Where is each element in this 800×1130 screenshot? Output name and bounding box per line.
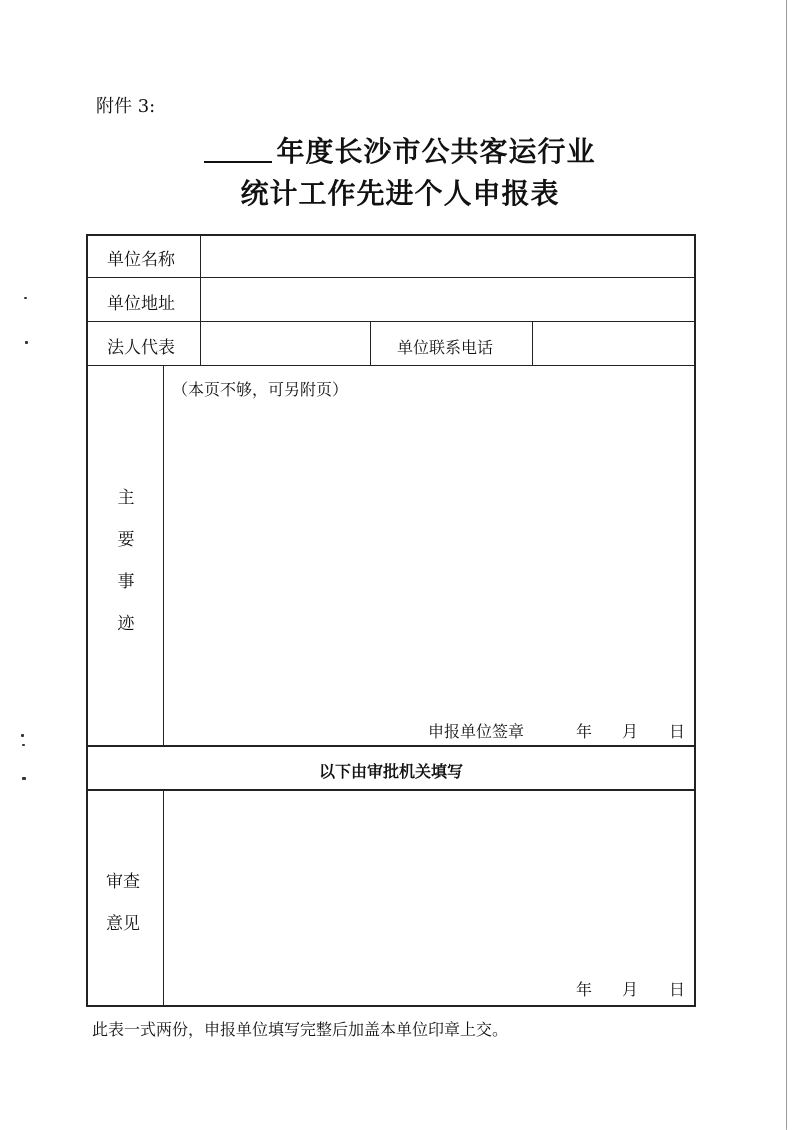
main-deeds-field[interactable] bbox=[166, 400, 692, 705]
form-title-line1-text: 年度长沙市公共客运行业 bbox=[276, 135, 596, 168]
col-line-review bbox=[163, 790, 164, 1006]
legal-rep-label: 法人代表 bbox=[107, 338, 175, 358]
row-line-5 bbox=[86, 789, 696, 791]
main-deeds-label-char-1: 主 bbox=[117, 488, 135, 508]
review-label-line2: 意见 bbox=[106, 914, 140, 934]
scan-mark-3 bbox=[21, 734, 24, 737]
review-date-month: 月 bbox=[622, 980, 639, 999]
unit-address-field[interactable] bbox=[202, 279, 692, 320]
approval-header: 以下由审批机关填写 bbox=[318, 762, 463, 781]
unit-name-label: 单位名称 bbox=[107, 250, 175, 270]
col-line-phone-left bbox=[370, 321, 371, 366]
table-border-left bbox=[86, 234, 88, 1007]
col-line-deeds bbox=[163, 365, 164, 746]
attachment-label: 附件 3: bbox=[96, 96, 156, 117]
main-deeds-note: （本页不够，可另附页） bbox=[172, 380, 349, 399]
legal-rep-field[interactable] bbox=[202, 323, 368, 364]
scan-mark-5 bbox=[22, 777, 26, 780]
signature-label: 申报单位签章 bbox=[428, 722, 525, 741]
row-line-2 bbox=[86, 321, 696, 322]
form-title-line1 bbox=[0, 130, 800, 170]
table-border-right bbox=[694, 234, 696, 1007]
footer-note: 此表一式两份，申报单位填写完整后加盖本单位印章上交。 bbox=[92, 1020, 509, 1039]
review-label-line1: 审查 bbox=[106, 872, 140, 892]
unit-phone-field[interactable] bbox=[534, 323, 692, 364]
main-deeds-label-char-3: 事 bbox=[117, 572, 135, 592]
main-deeds-label-char-2: 要 bbox=[117, 530, 135, 550]
unit-address-label: 单位地址 bbox=[107, 294, 175, 314]
scan-mark-2 bbox=[25, 341, 28, 344]
row-line-3 bbox=[86, 365, 696, 366]
col-line-phone-right bbox=[532, 321, 533, 366]
review-date-day: 日 bbox=[669, 980, 686, 999]
scan-mark-1 bbox=[24, 297, 27, 299]
review-field[interactable] bbox=[166, 793, 692, 963]
row-line-4 bbox=[86, 745, 696, 747]
review-date-year: 年 bbox=[576, 980, 593, 999]
scan-mark-4 bbox=[22, 744, 25, 746]
deeds-date-year: 年 bbox=[576, 722, 593, 741]
deeds-date-month: 月 bbox=[622, 722, 639, 741]
scan-edge-line bbox=[786, 0, 787, 1130]
main-deeds-label-char-4: 迹 bbox=[117, 614, 135, 634]
table-border-top bbox=[86, 234, 696, 236]
unit-phone-label: 单位联系电话 bbox=[397, 338, 494, 357]
form-title-line2: 统计工作先进个人申报表 bbox=[240, 177, 560, 210]
year-blank[interactable] bbox=[204, 137, 272, 163]
unit-name-field[interactable] bbox=[202, 237, 692, 276]
row-line-1 bbox=[86, 277, 696, 278]
deeds-date-day: 日 bbox=[669, 722, 686, 741]
col-line-label bbox=[200, 234, 201, 366]
table-border-bottom bbox=[86, 1005, 696, 1007]
